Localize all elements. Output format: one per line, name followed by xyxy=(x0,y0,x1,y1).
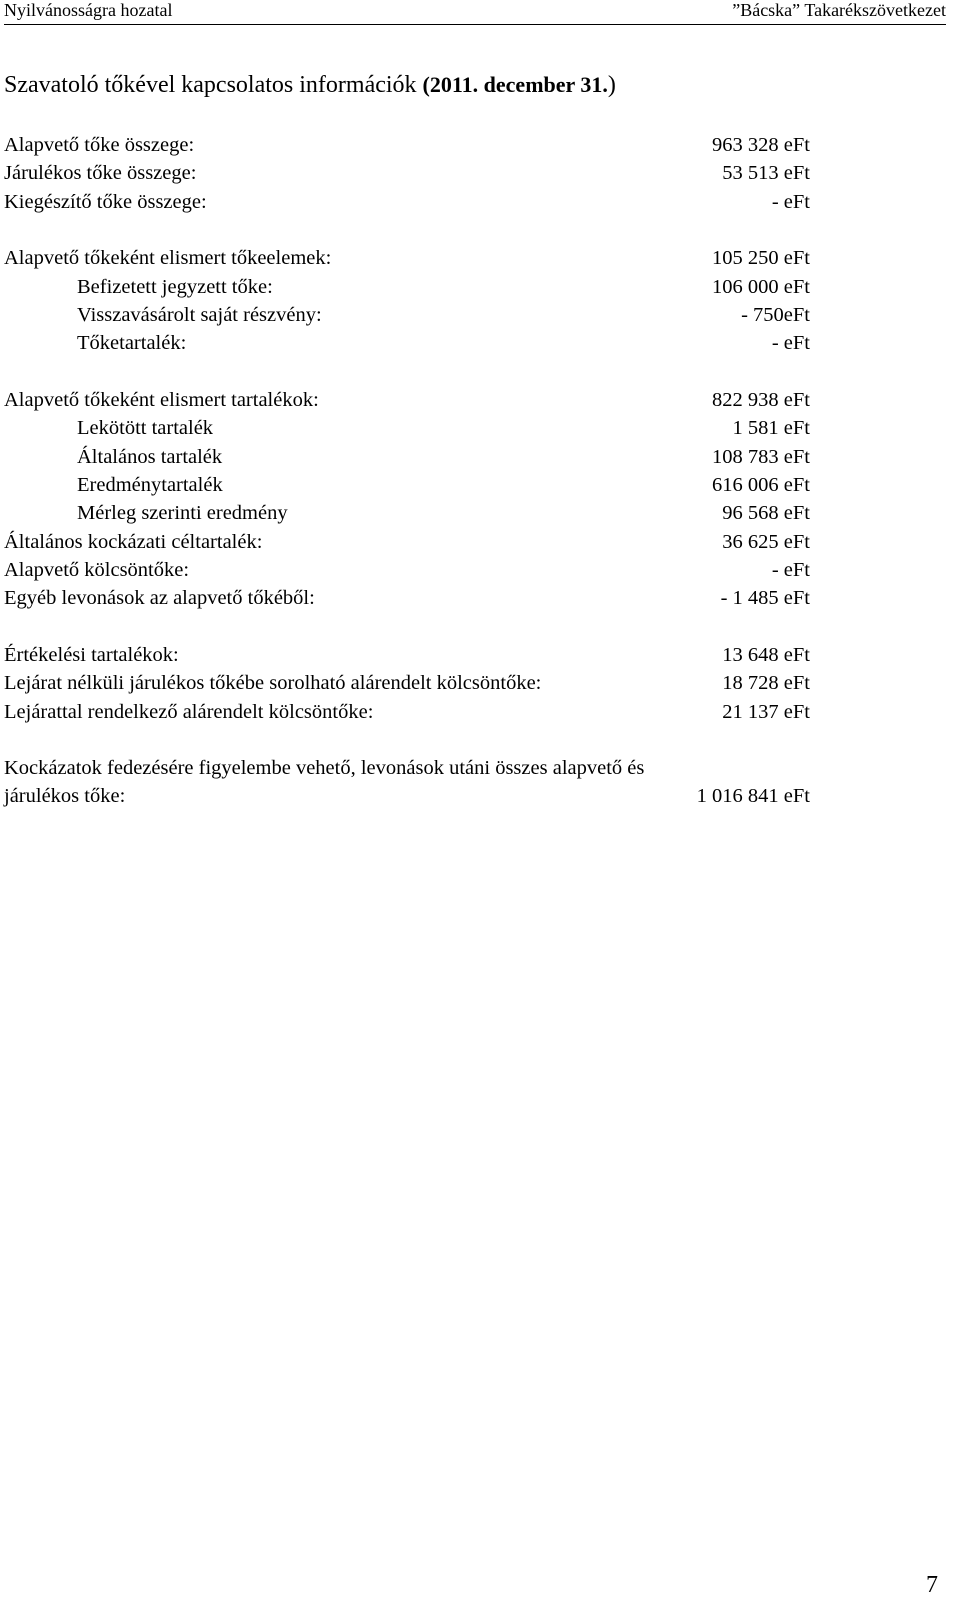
row-label: Egyéb levonások az alapvető tőkéből: xyxy=(4,587,315,610)
row-label: Lejárat nélküli járulékos tőkébe sorolható alárendelt kölcsöntőke: xyxy=(4,672,542,695)
table-row xyxy=(0,443,960,471)
row-label: Alapvető kölcsöntőke: xyxy=(4,559,190,582)
row-value: 53 513 eFt xyxy=(722,162,810,185)
row-label: Visszavásárolt saját részvény: xyxy=(77,303,322,326)
row-label: Mérleg szerinti eredmény xyxy=(77,502,288,525)
total-row xyxy=(0,754,960,810)
row-label: Alapvető tőkeként elismert tőkeelemek: xyxy=(4,247,332,270)
row-value: 18 728 eFt xyxy=(722,672,810,695)
row-label: Lekötött tartalék xyxy=(77,417,214,440)
header-left-text: Nyilvánosságra hozatal xyxy=(4,0,173,20)
row-value: 963 328 eFt xyxy=(712,134,810,156)
row-value: 105 250 eFt xyxy=(712,247,810,270)
row-label: Általános kockázati céltartalék: xyxy=(4,530,263,553)
row-value: - 1 485 eFt xyxy=(720,587,810,610)
table-row xyxy=(0,556,960,584)
row-label: Tőketartalék: xyxy=(77,332,187,355)
total-value: 1 016 841 eFt xyxy=(696,785,810,808)
group-spacer xyxy=(0,358,960,386)
table-row xyxy=(0,188,960,216)
table-row xyxy=(0,471,960,499)
page-title xyxy=(4,72,616,99)
table-row xyxy=(0,386,960,414)
row-value: 21 137 eFt xyxy=(722,700,810,723)
table-row xyxy=(0,131,960,159)
row-value: - 750eFt xyxy=(741,303,810,326)
title-main: Szavatoló tőkével kapcsolatos információk xyxy=(4,72,423,98)
title-close: ) xyxy=(607,72,616,98)
capital-table xyxy=(0,131,960,810)
row-value: 822 938 eFt xyxy=(712,388,810,411)
row-label: Kiegészítő tőke összege: xyxy=(4,190,207,213)
row-label: Értékelési tartalékok: xyxy=(4,643,179,666)
table-row xyxy=(0,499,960,527)
row-label: Eredménytartalék xyxy=(77,473,223,496)
row-value: 13 648 eFt xyxy=(722,643,810,666)
row-label: Általános tartalék xyxy=(77,445,223,468)
group-spacer xyxy=(0,613,960,641)
row-value: - eFt xyxy=(771,332,810,355)
page-number: 7 xyxy=(926,1572,938,1598)
table-row xyxy=(0,414,960,442)
row-value: - eFt xyxy=(771,190,810,213)
row-value: 36 625 eFt xyxy=(722,530,810,553)
row-label: Alapvető tőkeként elismert tartalékok: xyxy=(4,388,319,411)
row-label: Alapvető tőke összege: xyxy=(4,134,195,156)
row-value: 1 581 eFt xyxy=(732,417,810,440)
table-row xyxy=(0,244,960,272)
row-value: 96 568 eFt xyxy=(722,502,810,525)
table-row xyxy=(0,159,960,187)
row-label: Befizetett jegyzett tőke: xyxy=(77,275,273,298)
table-row xyxy=(0,669,960,697)
table-row xyxy=(0,301,960,329)
row-value: 108 783 eFt xyxy=(712,445,810,468)
table-row xyxy=(0,329,960,357)
title-date: (2011. december 31. xyxy=(422,72,608,97)
table-row xyxy=(0,584,960,612)
table-row xyxy=(0,273,960,301)
group-spacer xyxy=(0,216,960,244)
table-row xyxy=(0,528,960,556)
row-value: - eFt xyxy=(771,559,810,582)
header-right-text: ”Bácska” Takarékszövetkezet xyxy=(732,0,946,20)
page-header xyxy=(4,0,946,25)
total-label: Kockázatok fedezésére figyelembe vehető, levonások utáni összes alapvető és járulékos tőke: xyxy=(4,757,645,808)
row-label: Lejárattal rendelkező alárendelt kölcsöntőke: xyxy=(4,700,374,723)
table-row xyxy=(0,641,960,669)
group-spacer xyxy=(0,726,960,754)
table-row xyxy=(0,698,960,726)
row-value: 106 000 eFt xyxy=(712,275,810,298)
row-label: Járulékos tőke összege: xyxy=(4,162,197,185)
row-value: 616 006 eFt xyxy=(712,473,810,496)
